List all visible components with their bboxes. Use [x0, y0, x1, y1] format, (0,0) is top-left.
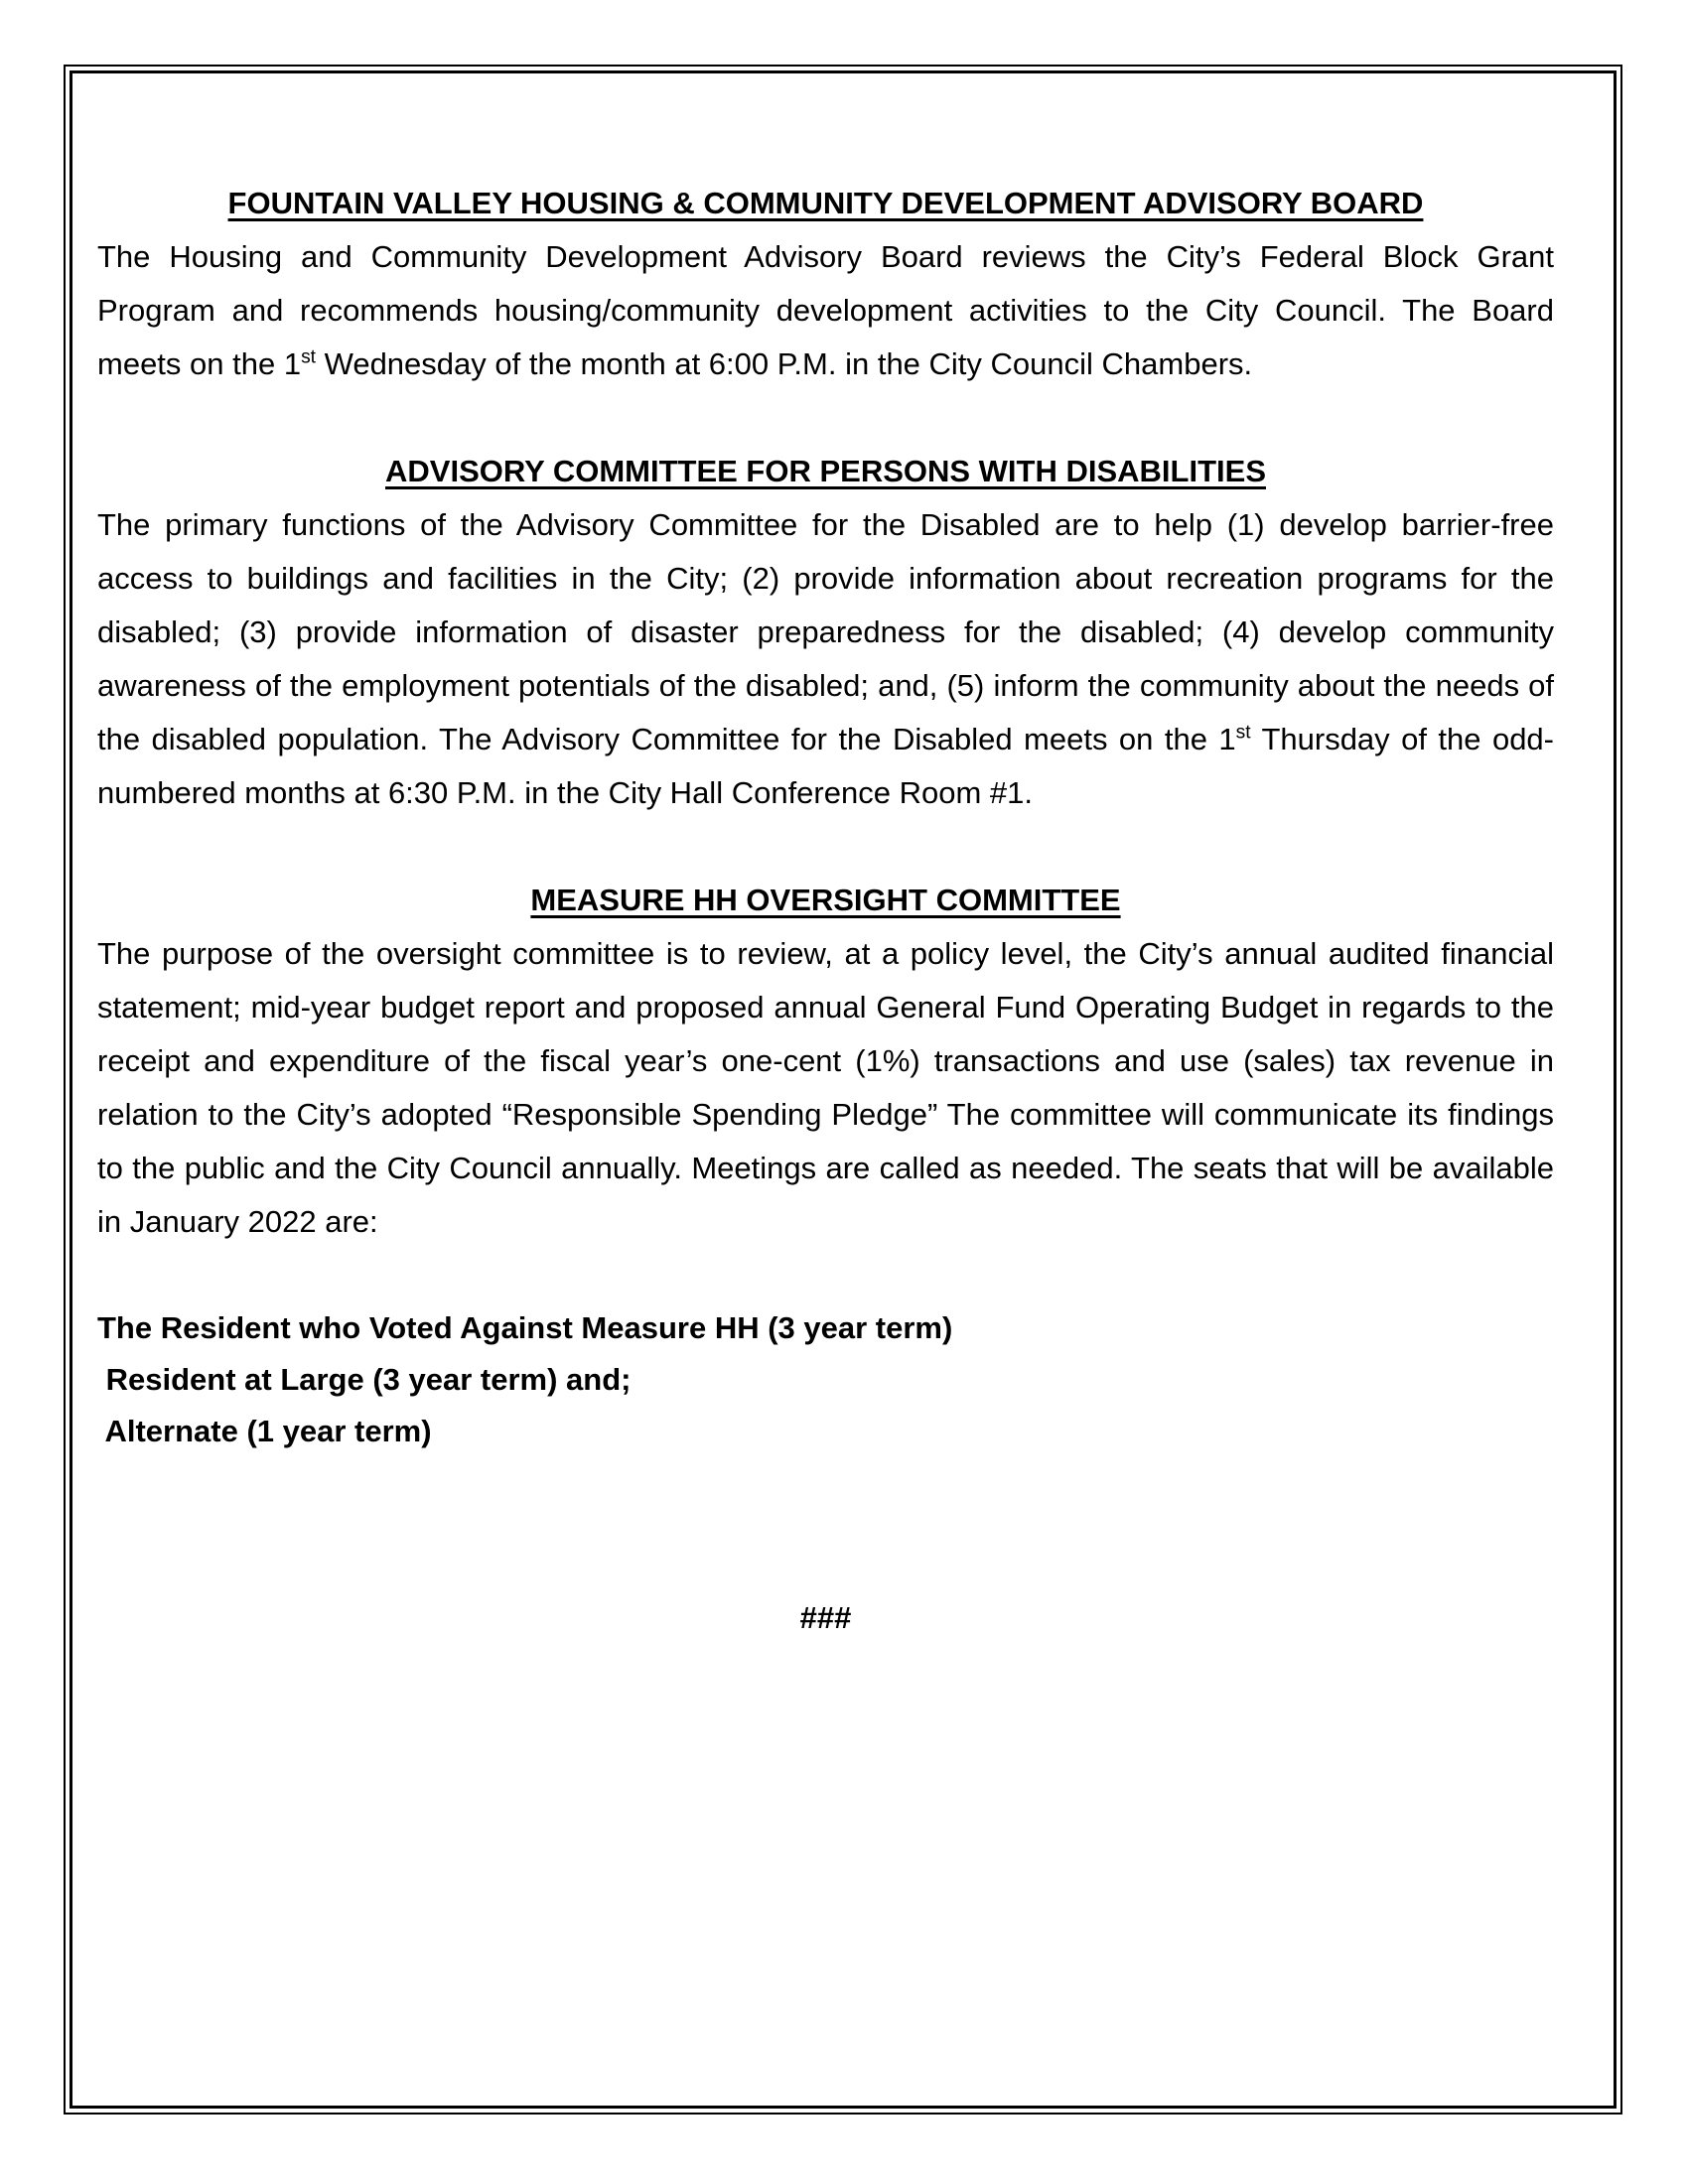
paragraph-text-part1: The purpose of the oversight committee is to review, at a policy level, the City’s annual audited financial statement; mid-year budget report and proposed annual General Fund Operating Budget in regards to the receipt and expenditure of the fiscal year’s one-cent (1%) transactions and use (sales) tax revenue in relation to the City’s adopted “Responsible Spending Pledge” The committee will communicate its findings to the public and the City Council annually. Meetings are called as needed. The seats that will be available in January 2022 are: — [97, 936, 1554, 1239]
seat-item-alternate: Alternate (1 year term) — [97, 1414, 432, 1448]
section-paragraph-disabilities-committee — [97, 498, 1554, 820]
paragraph-text-part1: The Housing and Community Development Advisory Board reviews the City’s Federal Block Grant Program and recommends housing/community development activities to the City Council. The Board meets on the 1 — [97, 239, 1554, 381]
spacer — [97, 1565, 1554, 1591]
spacer — [97, 1511, 1554, 1565]
section-heading-housing-board — [97, 177, 1554, 230]
paragraph-text-part2: Thursday of the odd-numbered months at 6:30 P.M. in the City Hall Conference Room #1. — [97, 722, 1555, 810]
section-heading-measure-hh-committee-text: MEASURE HH OVERSIGHT COMMITTEE — [530, 883, 1121, 917]
paragraph-text-part1: The primary functions of the Advisory Committee for the Disabled are to help (1) develop barrier-free access to buildings and facilities in the City; (2) provide information about recreation programs for the disabled; (3) provide information of disaster preparedness for the disabled; (4) develop community awareness of the employment potentials of the disabled; and, (5) inform the community about the needs of the disabled population. The Advisory Committee for the Disabled meets on the 1 — [97, 507, 1554, 756]
seat-item-resident-at-large: Resident at Large (3 year term) and; — [97, 1362, 632, 1397]
document-body — [97, 177, 1554, 1645]
section-heading-disabilities-committee — [97, 445, 1554, 498]
spacer — [97, 1249, 1554, 1302]
end-of-document-mark: ### — [799, 1600, 852, 1635]
paragraph-text-part2: Wednesday of the month at 6:00 P.M. in the City Council Chambers. — [316, 346, 1253, 381]
section-heading-disabilities-committee-text: ADVISORY COMMITTEE FOR PERSONS WITH DISABILITIES — [385, 454, 1266, 488]
spacer — [97, 1457, 1554, 1511]
section-heading-measure-hh-committee — [97, 874, 1554, 927]
section-heading-housing-board-text: FOUNTAIN VALLEY HOUSING & COMMUNITY DEVELOPMENT ADVISORY BOARD — [227, 186, 1424, 220]
spacer — [97, 820, 1554, 874]
ordinal-suffix-1st: st — [1235, 722, 1251, 744]
ordinal-suffix-1st: st — [301, 346, 317, 368]
seat-item-resident-voted-against: The Resident who Voted Against Measure HH (3 year term) — [97, 1310, 953, 1345]
spacer — [97, 391, 1554, 445]
section-paragraph-measure-hh-committee — [97, 927, 1554, 1249]
section-paragraph-housing-board — [97, 230, 1554, 391]
